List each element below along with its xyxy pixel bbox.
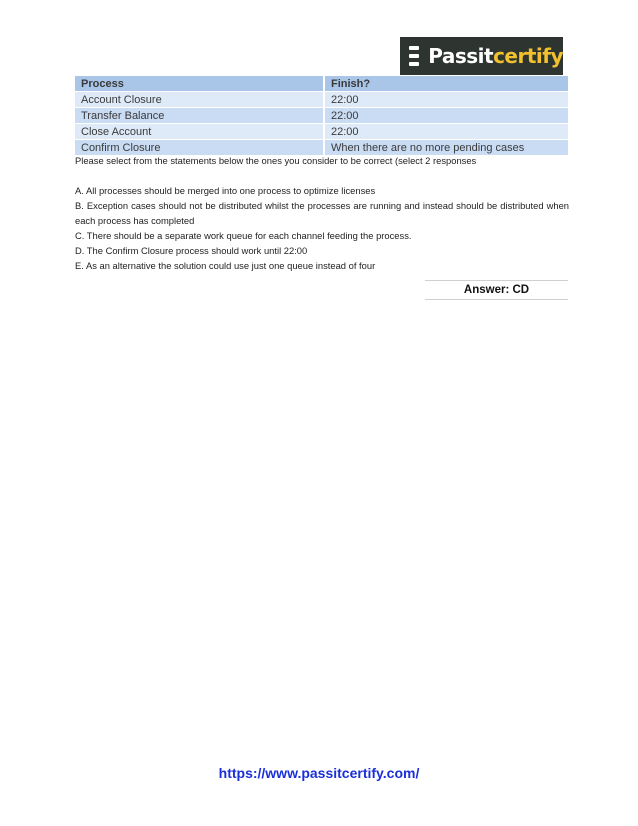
option-b: B. Exception cases should not be distributed whilst the processes are running and instead should be distributed when each process has completed (75, 200, 569, 226)
table-cell: 22:00 (324, 92, 568, 108)
logo-brand-main: Passit (428, 44, 494, 68)
table-cell: 22:00 (324, 124, 568, 140)
table-row (75, 124, 568, 140)
table-cell: Close Account (75, 124, 324, 140)
menu-icon (409, 46, 419, 66)
table-row (75, 92, 568, 108)
process-table (75, 76, 568, 156)
option-e: E. As an alternative the solution could use just one queue instead of four (75, 260, 376, 271)
logo-brand-accent: certify (493, 44, 563, 68)
logo-text (428, 44, 563, 68)
answer-box: Answer: CD (425, 280, 568, 300)
table-cell: Transfer Balance (75, 108, 324, 124)
table-cell: When there are no more pending cases (324, 140, 568, 156)
table-cell: Confirm Closure (75, 140, 324, 156)
option-a: A. All processes should be merged into one process to optimize licenses (75, 185, 376, 196)
option-d: D. The Confirm Closure process should work until 22:00 (75, 245, 308, 256)
table-cell: 22:00 (324, 108, 568, 124)
options-list (75, 183, 569, 273)
passitcertify-logo[interactable] (400, 37, 563, 75)
question-text: Please select from the statements below the ones you consider to be correct (select 2 responses (75, 155, 477, 166)
table-header-row (75, 76, 568, 92)
header-process: Process (75, 76, 324, 92)
header-finish: Finish? (324, 76, 568, 92)
option-c: C. There should be a separate work queue for each channel feeding the process. (75, 230, 412, 241)
table-cell: Account Closure (75, 92, 324, 108)
table-row (75, 108, 568, 124)
footer-link[interactable]: https://www.passitcertify.com/ (218, 765, 420, 781)
